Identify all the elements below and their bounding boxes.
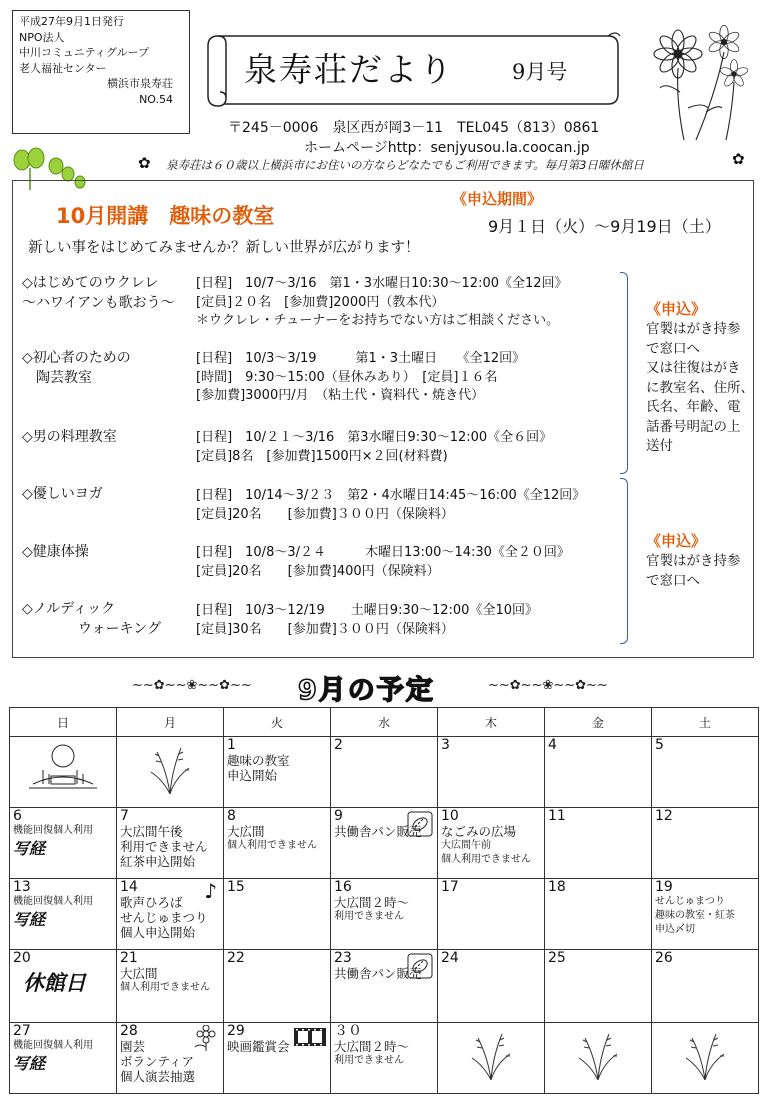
event-text: 大広間午前	[441, 840, 491, 851]
event-text: 個人利用できません	[441, 854, 531, 865]
calendar-day-cell	[331, 879, 438, 950]
event-text: 写経	[13, 910, 46, 929]
calendar-day-cell	[10, 737, 117, 808]
course-detail-ukulele	[196, 275, 568, 331]
bread-icon	[407, 811, 433, 837]
weekday-header: 月	[117, 708, 224, 737]
day-number: 6	[13, 808, 22, 824]
day-number: 11	[548, 808, 566, 824]
calendar-day-cell	[10, 879, 117, 950]
day-number: ３０	[334, 1023, 362, 1039]
event-text: 大広間午後	[120, 824, 183, 839]
apply-instructions-2	[646, 552, 741, 591]
bracket-group-1	[620, 272, 628, 474]
event-text: 大広間２時～	[334, 1039, 410, 1054]
weekday-header: 水	[331, 708, 438, 737]
course-name-exercise	[22, 542, 89, 562]
calendar-day-cell	[10, 950, 117, 1023]
weekday-header: 日	[10, 708, 117, 737]
event-text: 利用できません	[334, 911, 404, 922]
clover-icon: ✿	[138, 154, 151, 172]
course-capacity-fee: [定員]8名 [参加費]1500円×２回(材料費)	[196, 448, 448, 464]
calendar-day-cell	[438, 808, 545, 879]
usage-notice: 泉寿荘は６０歳以上横浜市にお住いの方ならどなたでもご利用できます。毎月第3日曜休館日	[166, 158, 644, 172]
day-number: 14	[120, 879, 138, 895]
schedule-title: 9月の予定	[298, 675, 435, 706]
event-text: 趣味の教室	[227, 753, 290, 768]
event-text: 映画鑑賞会	[227, 1039, 290, 1054]
calendar-day-cell	[331, 1023, 438, 1094]
apply-line: で窓口へ	[646, 572, 700, 589]
apply-line: 官製はがき持参	[646, 553, 741, 569]
calendar-day-cell	[438, 737, 545, 808]
apply-instructions-1	[646, 320, 754, 457]
course-name-line: 陶芸教室	[22, 370, 92, 386]
calendar-day-cell	[545, 950, 652, 1023]
september-calendar	[9, 707, 759, 1094]
day-number: 10	[441, 808, 459, 824]
calendar-week-row	[10, 1023, 759, 1094]
course-schedule: [日程] 10/3～12/19 土曜日9:30～12:00《全10回》	[196, 603, 538, 618]
calendar-day-cell	[117, 737, 224, 808]
day-number: 5	[655, 737, 664, 753]
course-detail-nordic-walking	[196, 602, 538, 639]
grass-plant-illustration	[466, 1028, 516, 1080]
flower-icon	[191, 1025, 221, 1051]
event-text: 個人申込開始	[120, 925, 196, 940]
day-number: 26	[655, 950, 673, 966]
event-text: 写経	[13, 839, 46, 858]
calendar-week-row	[10, 808, 759, 879]
hobby-intro: 新しい事をはじめてみませんか？新しい世界が広がります！	[28, 240, 420, 256]
publish-date: 平成27年9月1日発行	[19, 15, 124, 28]
event-text: 申込開始	[227, 768, 278, 783]
day-number: 18	[548, 879, 566, 895]
course-schedule: [日程] 10/7～3/16 第1・3水曜日10:30～12:00《全12回》	[196, 276, 568, 291]
event-text: 写経	[13, 1054, 46, 1073]
calendar-day-cell	[438, 1023, 545, 1094]
event-text: 共働舎パン販売	[334, 966, 422, 981]
calendar-day-cell	[117, 1023, 224, 1094]
calendar-day-cell	[652, 737, 759, 808]
calendar-day-cell	[117, 808, 224, 879]
event-text: せんじゅまつり	[120, 910, 208, 925]
event-text: 紅茶申込開始	[120, 854, 196, 869]
event-text: 共働舎パン販売	[334, 824, 422, 839]
calendar-day-cell	[331, 808, 438, 879]
event-text: 申込〆切	[655, 924, 695, 935]
course-fee: [参加費]3000円/月 （粘土代・資料代・焼き代）	[196, 388, 485, 403]
calendar-week-row	[10, 737, 759, 808]
course-name-nordic-walking	[22, 599, 161, 639]
course-name-line: ～ハワイアンも歌おう～	[22, 295, 175, 311]
course-name-yoga	[22, 484, 103, 504]
apply-line: で窓口へ	[646, 340, 700, 357]
day-number: 2	[334, 737, 343, 753]
course-capacity-fee: [定員]２０名 [参加費]2000円（教本代）	[196, 294, 445, 310]
publisher-facility: 横浜市泉寿荘	[107, 77, 173, 90]
course-name-line: ◇ノルディック	[22, 601, 116, 617]
calendar-day-cell	[545, 737, 652, 808]
clover-icon: ✿	[732, 150, 745, 168]
course-detail-pottery	[196, 350, 525, 406]
course-name-line: ウォーキング	[22, 621, 162, 637]
day-number: 17	[441, 879, 459, 895]
event-text: 個人利用できません	[120, 982, 210, 993]
event-text: 利用できません	[334, 1055, 404, 1066]
course-time-capacity: [時間] 9:30～15:00（昼休みあり） [定員]１６名	[196, 369, 498, 385]
event-text: 大広間	[120, 966, 158, 981]
publisher-group: 中川コミュニティグループ	[19, 46, 150, 59]
issue-label: 9月号	[512, 60, 568, 84]
day-number: 7	[120, 808, 129, 824]
weekday-header: 火	[224, 708, 331, 737]
course-name-line: ◇男の料理教室	[22, 429, 117, 445]
day-number: 21	[120, 950, 138, 966]
event-text: 歌声ひろば	[120, 895, 183, 910]
bracket-group-2	[620, 478, 628, 644]
calendar-day-cell	[117, 950, 224, 1023]
calendar-day-cell	[224, 737, 331, 808]
day-number: 19	[655, 879, 673, 895]
day-number: 1	[227, 737, 236, 753]
cosmos-flower-illustration	[636, 12, 758, 142]
calendar-day-cell	[224, 808, 331, 879]
film-reel-icon	[293, 1025, 327, 1049]
event-text: 個人利用できません	[227, 840, 317, 851]
course-detail-cooking	[196, 429, 552, 466]
course-capacity-fee: [定員]20名 [参加費]３００円（保険料）	[196, 506, 454, 522]
day-number: 16	[334, 879, 352, 895]
publisher-org: NPO法人	[19, 30, 65, 44]
course-note: ＊ウクレレ・チューナーをお持ちでない方はご相談ください。	[196, 313, 560, 328]
day-number: 24	[441, 950, 459, 966]
event-text: 大広間２時～	[334, 895, 410, 910]
apply-line: 氏名、年齢、電	[646, 399, 741, 415]
event-text: 機能回復個人利用	[13, 1040, 93, 1051]
day-number: 23	[334, 950, 352, 966]
event-text: なごみの広場	[441, 824, 517, 839]
calendar-day-cell	[652, 950, 759, 1023]
calendar-day-cell	[331, 950, 438, 1023]
application-period: 9月１日（火）～9月19日（土）	[488, 217, 721, 236]
calendar-day-cell	[10, 1023, 117, 1094]
apply-line: に教室名、住所、	[646, 379, 754, 396]
day-number: 9	[334, 808, 343, 824]
calendar-day-cell	[545, 808, 652, 879]
event-text: ボランティア	[120, 1054, 195, 1069]
ornament-left: ~~✿~~❀~~✿~~	[132, 678, 252, 693]
apply-line: 話番号明記の上	[646, 418, 741, 435]
course-capacity-fee: [定員]20名 [参加費]400円（保険料）	[196, 563, 440, 579]
event-text: 個人演芸抽選	[120, 1069, 196, 1084]
calendar-day-cell	[545, 879, 652, 950]
apply-line: 又は往復はがき	[646, 360, 741, 376]
event-text: 機能回復個人利用	[13, 825, 93, 836]
sunset-landscape-illustration	[23, 740, 103, 798]
calendar-day-cell	[224, 1023, 331, 1094]
calendar-week-row	[10, 950, 759, 1023]
calendar-day-cell	[117, 879, 224, 950]
event-text: 利用できません	[120, 839, 208, 854]
calendar-day-cell	[438, 950, 545, 1023]
course-detail-exercise	[196, 544, 570, 581]
day-number: 25	[548, 950, 566, 966]
course-schedule: [日程] 10/14～3/２３ 第2・4水曜日14:45～16:00《全12回》	[196, 488, 586, 503]
course-capacity-fee: [定員]30名 [参加費]３００円（保険料）	[196, 621, 454, 637]
apply-label-2: 《申込》	[646, 532, 707, 550]
course-detail-yoga	[196, 487, 585, 524]
grass-plant-illustration	[145, 742, 195, 794]
bread-icon	[407, 953, 433, 979]
day-number: 3	[441, 737, 450, 753]
day-number: 20	[13, 950, 31, 966]
issue-number: NO.54	[139, 92, 173, 106]
event-text: 趣味の教室・紅茶	[655, 910, 735, 921]
event-text: 機能回復個人利用	[13, 896, 93, 907]
weekday-header: 木	[438, 708, 545, 737]
course-name-line: ◇優しいヨガ	[22, 486, 103, 502]
course-schedule: [日程] 10/8～3/２４ 木曜日13:00～14:30《全２０回》	[196, 545, 570, 560]
publisher-info-box	[12, 10, 190, 134]
calendar-day-cell	[331, 737, 438, 808]
day-number: 13	[13, 879, 31, 895]
event-text: 大広間	[227, 824, 265, 839]
apply-line: 送付	[646, 438, 673, 454]
grass-plant-illustration	[573, 1028, 623, 1080]
apply-label-1: 《申込》	[646, 300, 707, 318]
apply-line: 官製はがき持参	[646, 321, 741, 337]
weekday-header: 土	[652, 708, 759, 737]
address-line: 〒245－0006 泉区西が岡3－11 TEL045（813）0861	[228, 120, 600, 136]
day-number: 28	[120, 1023, 138, 1039]
calendar-day-cell	[224, 950, 331, 1023]
day-number: 12	[655, 808, 673, 824]
calendar-day-cell	[224, 879, 331, 950]
course-name-cooking	[22, 427, 117, 447]
calendar-day-cell	[652, 879, 759, 950]
hobby-class-title: 10月開講 趣味の教室	[56, 204, 275, 228]
event-text: 休館日	[23, 971, 86, 995]
calendar-day-cell	[438, 879, 545, 950]
application-period-label: 《申込期間》	[452, 190, 543, 208]
weekday-header: 金	[545, 708, 652, 737]
course-schedule: [日程] 10/２１～3/16 第3水曜日9:30～12:00《全６回》	[196, 430, 553, 445]
course-name-pottery	[22, 348, 131, 388]
day-number: 8	[227, 808, 236, 824]
calendar-day-cell	[545, 1023, 652, 1094]
homepage-line: ホームページhttp：senjyusou.la.coocan.jp	[304, 140, 590, 156]
event-text: せんじゅまつり	[655, 896, 725, 907]
course-name-line: ◇はじめてのウクレレ	[22, 275, 159, 291]
course-name-line: ◇健康体操	[22, 544, 89, 560]
calendar-day-cell	[10, 808, 117, 879]
day-number: 29	[227, 1023, 245, 1039]
calendar-week-row	[10, 879, 759, 950]
publisher-center: 老人福祉センター	[19, 61, 107, 75]
day-number: 27	[13, 1023, 31, 1039]
day-number: 22	[227, 950, 245, 966]
ornament-right: ~~✿~~❀~~✿~~	[488, 678, 608, 693]
music-note-icon: ♪	[204, 879, 217, 903]
course-name-line: ◇初心者のための	[22, 350, 131, 366]
event-text: 園芸	[120, 1039, 146, 1054]
course-schedule: [日程] 10/3～3/19 第1・3土曜日 《全12回》	[196, 351, 526, 366]
calendar-day-cell	[652, 1023, 759, 1094]
grass-plant-illustration	[680, 1028, 730, 1080]
course-name-ukulele	[22, 273, 175, 313]
calendar-day-cell	[652, 808, 759, 879]
newsletter-title: 泉寿荘だより	[244, 50, 454, 89]
day-number: 15	[227, 879, 245, 895]
day-number: 4	[548, 737, 557, 753]
